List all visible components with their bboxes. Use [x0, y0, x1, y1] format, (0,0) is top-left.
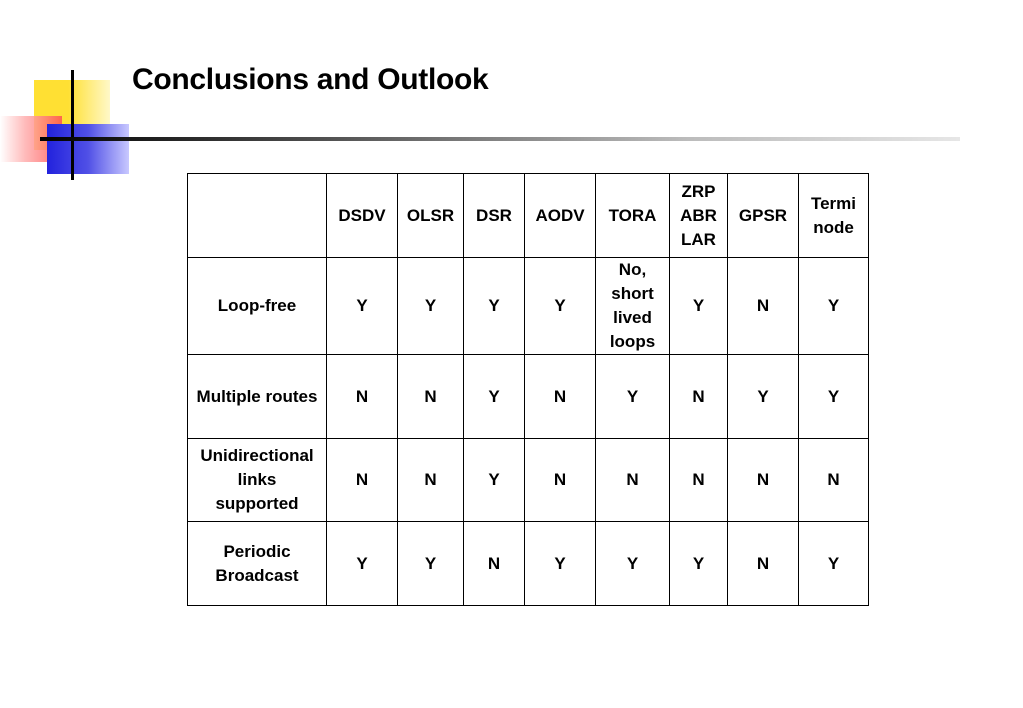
table-cell: Y	[670, 258, 728, 355]
table-cell: N	[327, 355, 398, 439]
table-cell: No, short lived loops	[596, 258, 670, 355]
column-header: ZRP ABR LAR	[670, 174, 728, 258]
table-cell: Y	[398, 522, 464, 606]
table-cell: N	[398, 439, 464, 522]
table-row	[188, 355, 869, 439]
table-row	[188, 258, 869, 355]
table-cell: N	[728, 522, 799, 606]
row-label: Loop-free	[188, 258, 327, 355]
table-cell: N	[596, 439, 670, 522]
table-cell: N	[327, 439, 398, 522]
table-cell: N	[799, 439, 869, 522]
table-cell: N	[398, 355, 464, 439]
table-cell: Y	[464, 439, 525, 522]
table-cell: Y	[464, 355, 525, 439]
table-cell: Y	[398, 258, 464, 355]
vertical-line-decoration	[71, 70, 74, 180]
table-cell: N	[525, 439, 596, 522]
column-header: DSR	[464, 174, 525, 258]
corner-cell	[188, 174, 327, 258]
row-label: Periodic Broadcast	[188, 522, 327, 606]
title-underline	[40, 137, 960, 141]
table-cell: Y	[799, 258, 869, 355]
page-title: Conclusions and Outlook	[132, 63, 489, 96]
table-row	[188, 439, 869, 522]
table-cell: N	[670, 355, 728, 439]
table-cell: Y	[327, 522, 398, 606]
slide-decoration	[0, 0, 140, 185]
column-header: AODV	[525, 174, 596, 258]
table-cell: Y	[525, 258, 596, 355]
table-cell: N	[728, 439, 799, 522]
table-row	[188, 522, 869, 606]
blue-square-decoration	[47, 124, 129, 174]
table-cell: Y	[799, 355, 869, 439]
table-cell: Y	[327, 258, 398, 355]
comparison-table	[187, 173, 869, 606]
column-header: DSDV	[327, 174, 398, 258]
table-cell: Y	[596, 522, 670, 606]
table-cell: N	[464, 522, 525, 606]
row-label: Multiple routes	[188, 355, 327, 439]
table-cell: Y	[525, 522, 596, 606]
table-cell: Y	[464, 258, 525, 355]
table-cell: Y	[596, 355, 670, 439]
table-cell: Y	[728, 355, 799, 439]
column-header: OLSR	[398, 174, 464, 258]
table-cell: N	[670, 439, 728, 522]
table-header-row	[188, 174, 869, 258]
column-header: GPSR	[728, 174, 799, 258]
column-header: TORA	[596, 174, 670, 258]
column-header: Termi node	[799, 174, 869, 258]
table-cell: N	[525, 355, 596, 439]
row-label: Unidirectional links supported	[188, 439, 327, 522]
table-cell: Y	[670, 522, 728, 606]
table-cell: Y	[799, 522, 869, 606]
table-cell: N	[728, 258, 799, 355]
